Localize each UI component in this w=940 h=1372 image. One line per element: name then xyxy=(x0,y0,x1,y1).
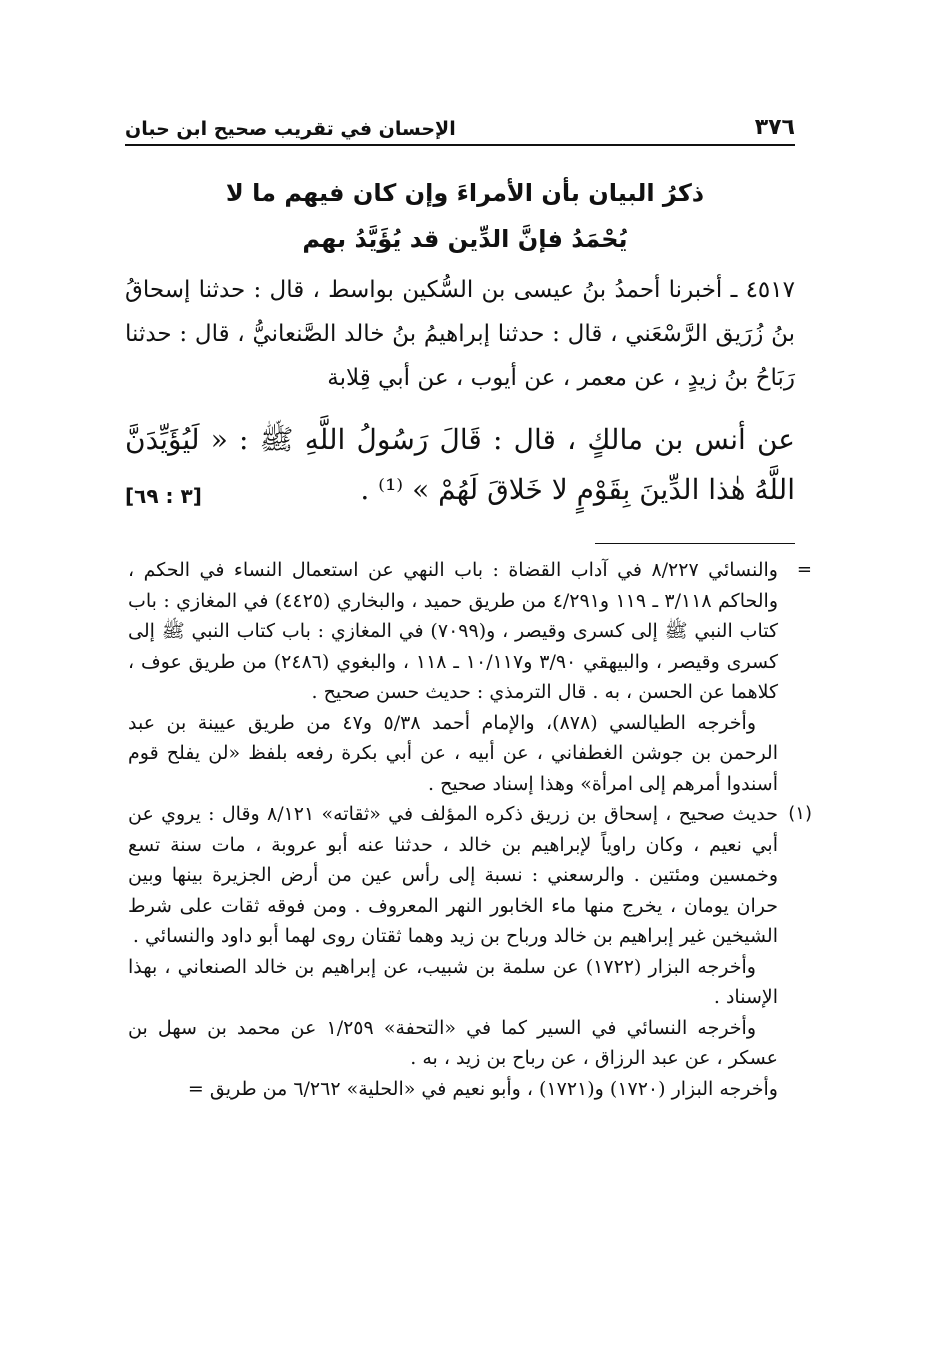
page-number: ٣٧٦ xyxy=(754,115,795,140)
footnote-paragraph: وأخرجه الطيالسي (٨٧٨)، والإمام أحمد ٥/٣٨ و٤٧ من طريق عيينة بن عبد الرحمن بن جوشن الغطفاني ، عن أبيه ، عن أبي بكرة رفعه بلفظ «لن يفلح قوم أسندوا أمرهم إلى امرأة» وهذا إسناد صحيح . xyxy=(128,711,778,795)
hadith-matn xyxy=(125,415,795,521)
footnote-continuation xyxy=(128,555,810,799)
footnote-paragraph: وأخرجه البزار (١٧٢٠) و(١٧٢١) ، وأبو نعيم في «الحلية» ٦/٢٦٢ من طريق = xyxy=(187,1077,778,1100)
running-header xyxy=(125,104,795,140)
header-rule xyxy=(125,144,795,146)
footnote-separator xyxy=(595,543,795,544)
footnote-paragraph: حديث صحيح ، إسحاق بن زريق ذكره المؤلف في «ثقاته» ٨/١٢١ وقال : يروي عن أبي نعيم ، وكان راوياً لإبراهيم بن خالد ، حدثنا عنه أبو عروبة ، مات سنة تسع وخمسين ومئتين . والرسعني : نسبة إلى رأس عين من أرض الجزيرة بينها وبين حران يومان ، يخرج منها ماء الخابور النهر المعروف . ومن فوقه ثقات على شرط الشيخين غير إبراهيم بن خالد ورباح بن زيد وهما ثقتان روى لهما أبو داود والنسائي . xyxy=(128,803,779,947)
footnotes xyxy=(128,555,810,1104)
heading-line-1: ذكرُ البيان بأن الأمراءَ وإن كان فيهم ما لا xyxy=(225,179,705,207)
footnote-paragraph: وأخرجه البزار (١٧٢٢) عن سلمة بن شبيب، عن إبراهيم بن خالد الصنعاني ، بهذا الإسناد . xyxy=(128,955,778,1008)
hadith-isnad: ٤٥١٧ ـ أخبرنا أحمدُ بنُ عيسى بن السُّكين بواسط ، قال : حدثنا إسحاقُ بنُ زُرَيق الرَّسْعَني ، قال : حدثنا إبراهيمُ بنُ خالد الصَّنعانيُّ ، قال : حدثنا رَبَاحُ بنُ زيدٍ ، عن معمر ، عن أيوب ، عن أبي قِلابة xyxy=(125,277,795,391)
hadith-reference: [٣ : ٦٩] xyxy=(125,484,202,508)
continuation-marker: = xyxy=(796,559,812,580)
footnote-1 xyxy=(128,799,810,1104)
hadith-text: عن أنس بن مالكٍ ، قال : قَالَ رَسُولُ اللَّهِ ﷺ : « لَيُؤَيِّدَنَّ اللَّهُ هٰذا الدِّينَ بِقَوْمٍ لا خَلاقَ لَهُمْ » ⁽¹⁾ . xyxy=(125,423,795,506)
book-title: الإحسان في تقريب صحيح ابن حبان xyxy=(125,118,456,140)
footnote-1-marker: (١) xyxy=(788,803,812,824)
chapter-heading xyxy=(180,170,750,262)
heading-line-2: يُحْمَدُ فإنَّ الدِّين قد يُؤَيَّدُ بهم xyxy=(302,225,628,253)
footnote-paragraph: وأخرجه النسائي في السير كما في «التحفة» ١/٢٥٩ عن محمد بن سهل بن عسكر ، عن عبد الرزاق ، عن رباح بن زيد ، به . xyxy=(128,1016,778,1069)
footnote-paragraph: والنسائي ٨/٢٢٧ في آداب القضاة : باب النهي عن استعمال النساء في الحكم ، والحاكم ٣/١١٨ ـ ١١٩ و٤/٢٩١ من طريق حميد ، والبخاري (٤٤٢٥) في المغازي : باب كتاب النبي ﷺ إلى كسرى وقيصر ، و(٧٠٩٩) في المغازي : باب كتاب النبي ﷺ إلى كسرى وقيصر ، والبيهقي ٣/٩٠ و١٠/١١٧ ـ ١١٨ ، والبغوي (٢٤٨٦) من طريق عوف ، كلاهما عن الحسن ، به . قال الترمذي : حديث حسن صحيح . xyxy=(128,559,779,703)
